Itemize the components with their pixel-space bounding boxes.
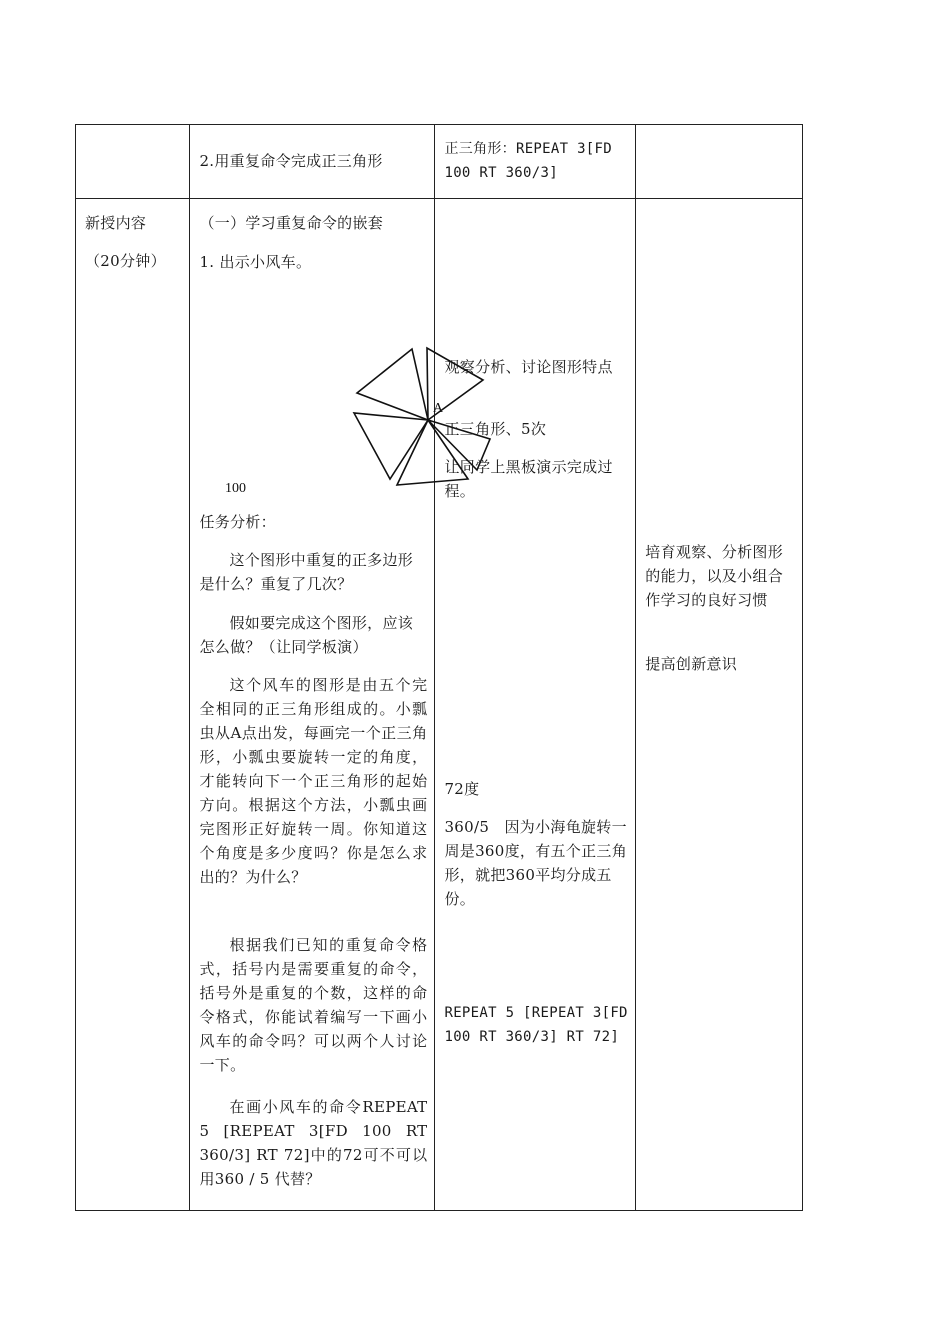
- row1-col2-cell: [190, 125, 435, 199]
- paragraph-nested-command: 根据我们已知的重复命令格式，括号内是需要重复的命令，括号外是重复的个数，这样的命令格式，你能试着编写一下画小风车的命令吗？可以两个人讨论一下。: [199, 936, 428, 1074]
- goal-innovation: 提高创新意识: [645, 655, 738, 673]
- row1-col1-cell: [76, 125, 190, 199]
- student-answer-explanation: 360/5 因为小海龟旋转一周是360度，有五个正三角形，就把360平均分成五份。: [444, 818, 628, 908]
- student-answer-triangle: 正三角形、5次: [444, 420, 547, 438]
- triangle-command-text: 正三角形：REPEAT 3[FD 100 RT 360/3]: [444, 141, 612, 181]
- question-method: 假如要完成这个图形，应该怎么做？（让同学板演）: [199, 614, 414, 656]
- step-triangle-text: 2.用重复命令完成正三角形: [199, 152, 383, 170]
- row2-col4-cell: [636, 199, 803, 1211]
- goal-observation: 培育观察、分析图形的能力，以及小组合作学习的良好习惯: [645, 543, 783, 609]
- table-row: [76, 125, 803, 199]
- row2-col2-cell: [190, 199, 444, 1211]
- row2-col1-cell: [76, 199, 190, 1211]
- row1-col4-cell: [636, 125, 803, 199]
- lesson-plan-table: [75, 124, 803, 1211]
- paragraph-windmill-analysis: 这个风车的图形是由五个完全相同的正三角形组成的。小瓢虫从A点出发，每画完一个正三角形，小瓢虫要旋转一定的角度，才能转向下一个正三角形的起始方向。根据这个方法，小瓢虫画完图形正好旋转一周。你知道这个角度是多少度吗？你是怎么求出的？为什么？: [199, 676, 428, 886]
- windmill-triangle: [354, 413, 428, 479]
- item-windmill: 1. 出示小风车。: [199, 253, 312, 271]
- row2-col3-cell: [435, 199, 636, 1211]
- point-a-label: A: [433, 401, 444, 416]
- windmill-command-text: REPEAT 5 [REPEAT 3[FD 100 RT 360/3] RT 72]: [444, 1005, 628, 1045]
- paragraph-question-72: 在画小风车的命令REPEAT 5 [REPEAT 3[FD 100 RT 360/3] RT 72]中的72可不可以用360 / 5 代替？: [199, 1098, 428, 1188]
- windmill-triangle: [357, 349, 428, 420]
- table-row: [76, 199, 803, 1211]
- row1-col3-cell: [435, 125, 636, 199]
- task-analysis-title: 任务分析：: [199, 513, 276, 531]
- student-answer-72: 72度: [444, 780, 480, 798]
- section-heading: （一）学习重复命令的嵌套: [199, 214, 384, 232]
- student-activity-observe: 观察分析、讨论图形特点: [444, 358, 613, 376]
- student-activity-demo: 让同学上黑板演示完成过程。: [444, 458, 613, 500]
- length-label: 100: [225, 481, 247, 496]
- stage-duration: （20分钟）: [85, 252, 166, 270]
- question-polygon: 这个图形中重复的正多边形是什么？重复了几次？: [199, 551, 414, 593]
- windmill-figure: [190, 199, 444, 499]
- stage-title: 新授内容: [85, 214, 147, 232]
